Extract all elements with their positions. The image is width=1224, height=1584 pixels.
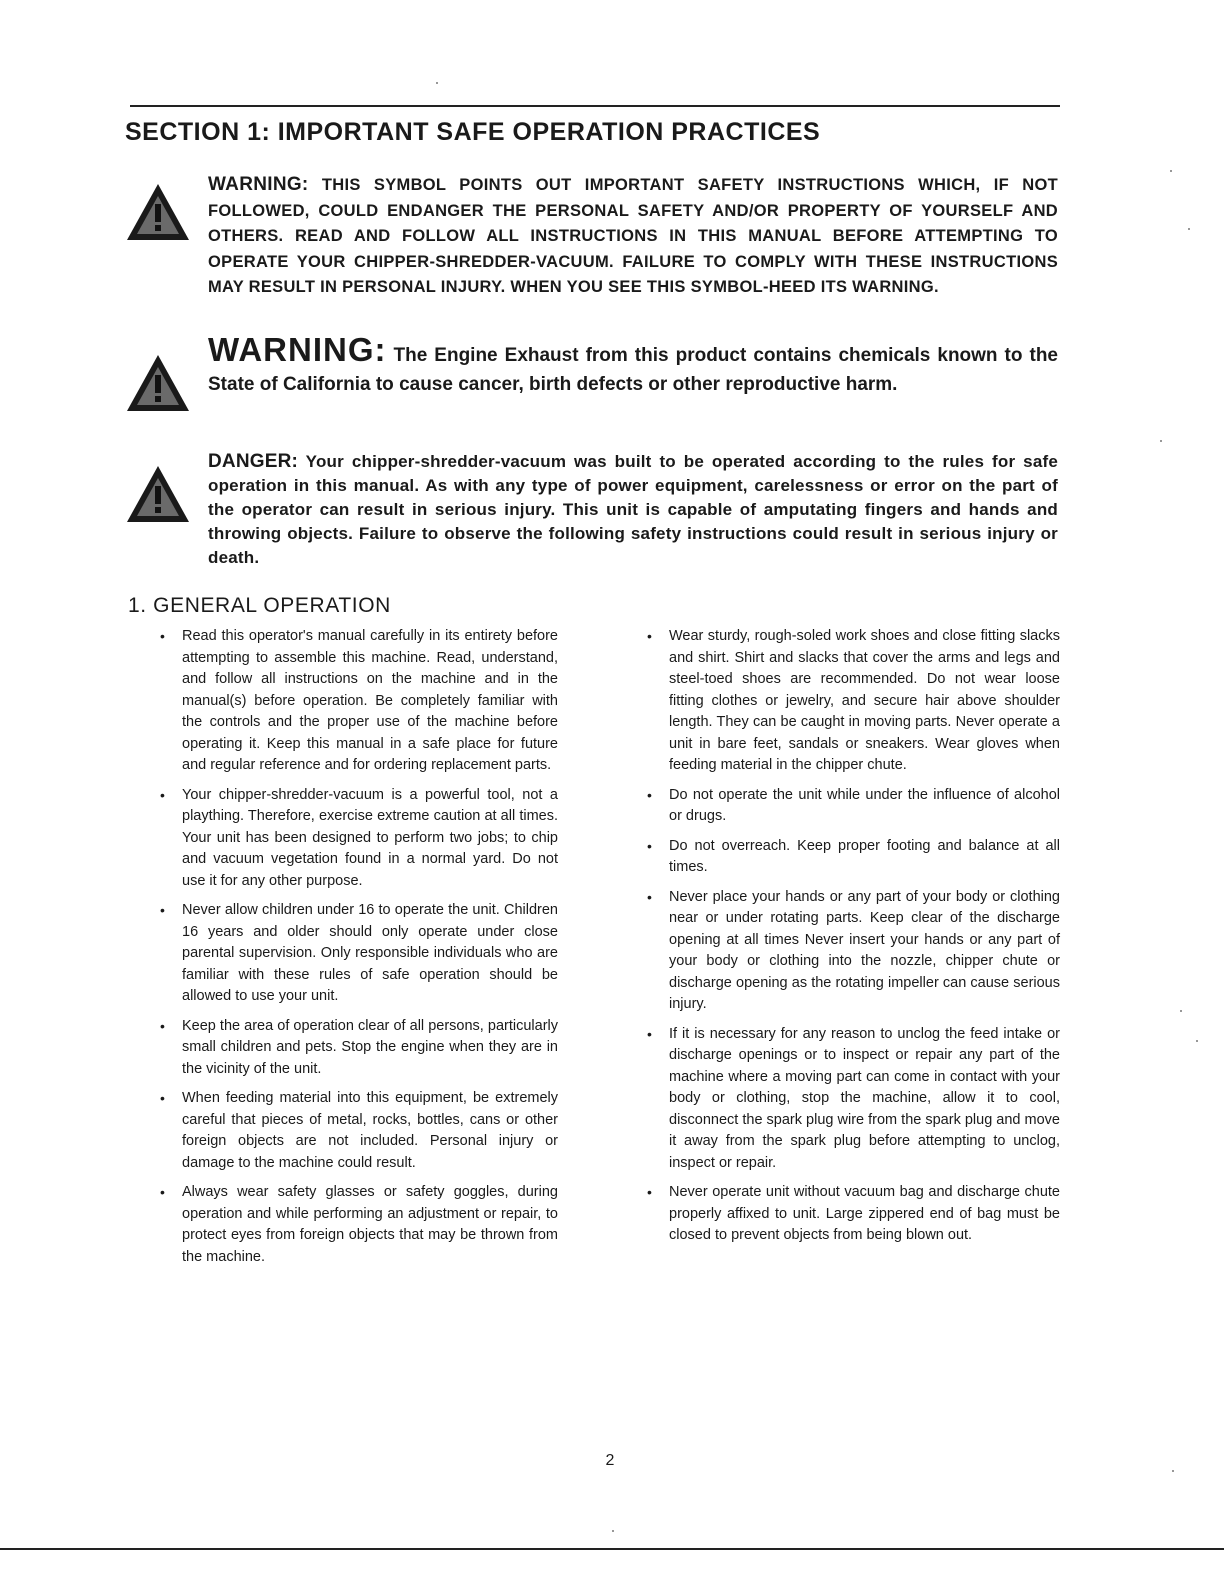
list-item [645, 887, 1060, 1016]
list-item-text: Your chipper-shredder-vacuum is a powerful tool, not a plaything. Therefore, exercise extreme caution at all times. Your unit has been designed to perform two jobs; to chip and vacuum vegetation found in a normal yard. Do not use it for any other purpose. [182, 786, 558, 889]
list-item-text: If it is necessary for any reason to unclog the feed intake or discharge openings or to inspect or repair any part of the machine where a moving part can come in contact with your body or clothing, stop the machine, allow it to cool, disconnect the spark plug wire from the spark plug and move it away from the spark plug before attempting to unclog, inspect or repair. [669, 1025, 1060, 1171]
list-item [645, 836, 1060, 879]
scan-speck [1196, 1040, 1198, 1042]
list-item [645, 1024, 1060, 1175]
scan-speck [1188, 228, 1190, 230]
scan-speck [1170, 170, 1172, 172]
top-rule [130, 105, 1060, 107]
list-item [158, 900, 558, 1008]
danger-paragraph [208, 450, 1058, 570]
list-item [158, 626, 558, 777]
warning-paragraph [208, 172, 1058, 301]
list-item-text: When feeding material into this equipment, be extremely careful that pieces of metal, rocks, bottles, cans or other foreign objects are not included. Personal injury or damage to the machine could result. [182, 1090, 558, 1171]
danger-body: Your chipper-shredder-vacuum was built to be operated according to the rules for safe operation in this manual. As with any type of power equipment, carelessness or error on the part of the operator can result in serious injury. This unit is capable of amputating fingers and hands and throwing objects. Failure to observe the following safety instructions could result in serious injury or death. [208, 452, 1058, 567]
general-operation-left-column [158, 626, 558, 1276]
general-operation-right-column [645, 626, 1060, 1255]
list-item-text: Do not overreach. Keep proper footing and balance at all times. [669, 837, 1060, 875]
bullet-icon: • [160, 1017, 165, 1034]
bullet-icon: • [647, 888, 652, 905]
list-item-text: Wear sturdy, rough-soled work shoes and close fitting slacks and shirt. Shirt and slacks that cover the arms and legs and steel-toed shoes are recommended. Do not wear loose fitting clothes or jewelry, and secure hair above shoulder length. They can be caught in moving parts. Never operate a unit in bare feet, sandals or sneakers. Wear gloves when feeding material in the chipper chute. [669, 628, 1060, 773]
warning-body: THIS SYMBOL POINTS OUT IMPORTANT SAFETY INSTRUCTIONS WHICH, IF NOT FOLLOWED, COULD ENDANGER THE PERSONAL SAFETY AND/OR PROPERTY OF YOURSELF AND OTHERS. READ AND FOLLOW ALL INSTRUCTIONS IN THIS MANUAL BEFORE ATTEMPTING TO OPERATE YOUR CHIPPER-SHREDDER-VACUUM. FAILURE TO COMPLY WITH THESE INSTRUCTIONS MAY RESULT IN PERSONAL INJURY. WHEN YOU SEE THIS SYMBOL-HEED ITS WARNING. [208, 176, 1058, 296]
warning-paragraph [208, 331, 1058, 399]
danger-label: DANGER: [208, 451, 299, 472]
bullet-icon: • [160, 1090, 165, 1106]
list-item [645, 626, 1060, 777]
bullet-icon: • [160, 902, 165, 918]
list-item-text: Keep the area of operation clear of all persons, particularly small children and pets. Stop the engine when they are in the vicinity of the unit. [182, 1017, 558, 1077]
list-item [158, 1088, 558, 1174]
warning-label: WARNING: [208, 174, 309, 195]
bullet-icon: • [647, 1184, 652, 1200]
warning-body: The Engine Exhaust from this product contains chemicals known to the State of California to cause cancer, birth defects or other reproductive harm. [208, 345, 1058, 395]
list-item-text: Never operate unit without vacuum bag and discharge chute properly affixed to unit. Large zippered end of bag must be closed to prevent objects from being blown out. [669, 1184, 1060, 1243]
list-item [645, 1182, 1060, 1247]
list-item-text: Always wear safety glasses or safety goggles, during operation and while performing an adjustment or repair, to protect eyes from foreign objects that may be thrown from the machine. [182, 1184, 558, 1265]
scan-speck [1160, 440, 1162, 442]
scan-speck [1180, 1010, 1182, 1012]
list-item-text: Never place your hands or any part of your body or clothing near or under rotating parts. Keep clear of the discharge opening at all times Never insert your hands or any part of your body or clothing into the nozzle, chipper chute or discharge opening as the rotating impeller can cause serious injury. [669, 888, 1060, 1012]
list-item-text: Do not operate the unit while under the influence of alcohol or drugs. [669, 786, 1060, 824]
bullet-icon: • [160, 786, 165, 803]
bullet-icon: • [160, 1184, 165, 1200]
section-title: SECTION 1: IMPORTANT SAFE OPERATION PRACTICES [125, 118, 821, 146]
bullet-icon: • [647, 837, 652, 854]
list-item [158, 785, 558, 893]
list-item [158, 1016, 558, 1081]
scan-speck [1172, 1470, 1174, 1472]
bullet-icon: • [647, 1025, 652, 1042]
general-operation-heading: 1. GENERAL OPERATION [128, 594, 391, 617]
list-item [645, 785, 1060, 828]
page-number: 2 [605, 1452, 615, 1469]
bullet-icon: • [160, 628, 165, 644]
bullet-icon: • [647, 628, 652, 644]
scan-speck [612, 1530, 614, 1532]
list-item [158, 1182, 558, 1268]
list-item-text: Never allow children under 16 to operate the unit. Children 16 years and older should only operate under close parental supervision. Only responsible individuals who are familiar with these rules of safe operation should be allowed to use your unit. [182, 902, 558, 1004]
caution-triangle-icon [125, 464, 191, 524]
caution-triangle-icon [125, 182, 191, 242]
list-item-text: Read this operator's manual carefully in its entirety before attempting to assemble this machine. Read, understand, and follow all instructions on the machine and in the manual(s) before operation. Be completely familiar with the controls and the proper use of the machine before operating it. Keep this manual in a safe place for future and regular reference and for ordering replacement parts. [182, 628, 558, 773]
warning-label: WARNING: [208, 331, 387, 368]
bottom-rule [0, 1548, 1224, 1550]
caution-triangle-icon [125, 353, 191, 413]
scan-speck [436, 82, 438, 84]
bullet-icon: • [647, 786, 652, 803]
